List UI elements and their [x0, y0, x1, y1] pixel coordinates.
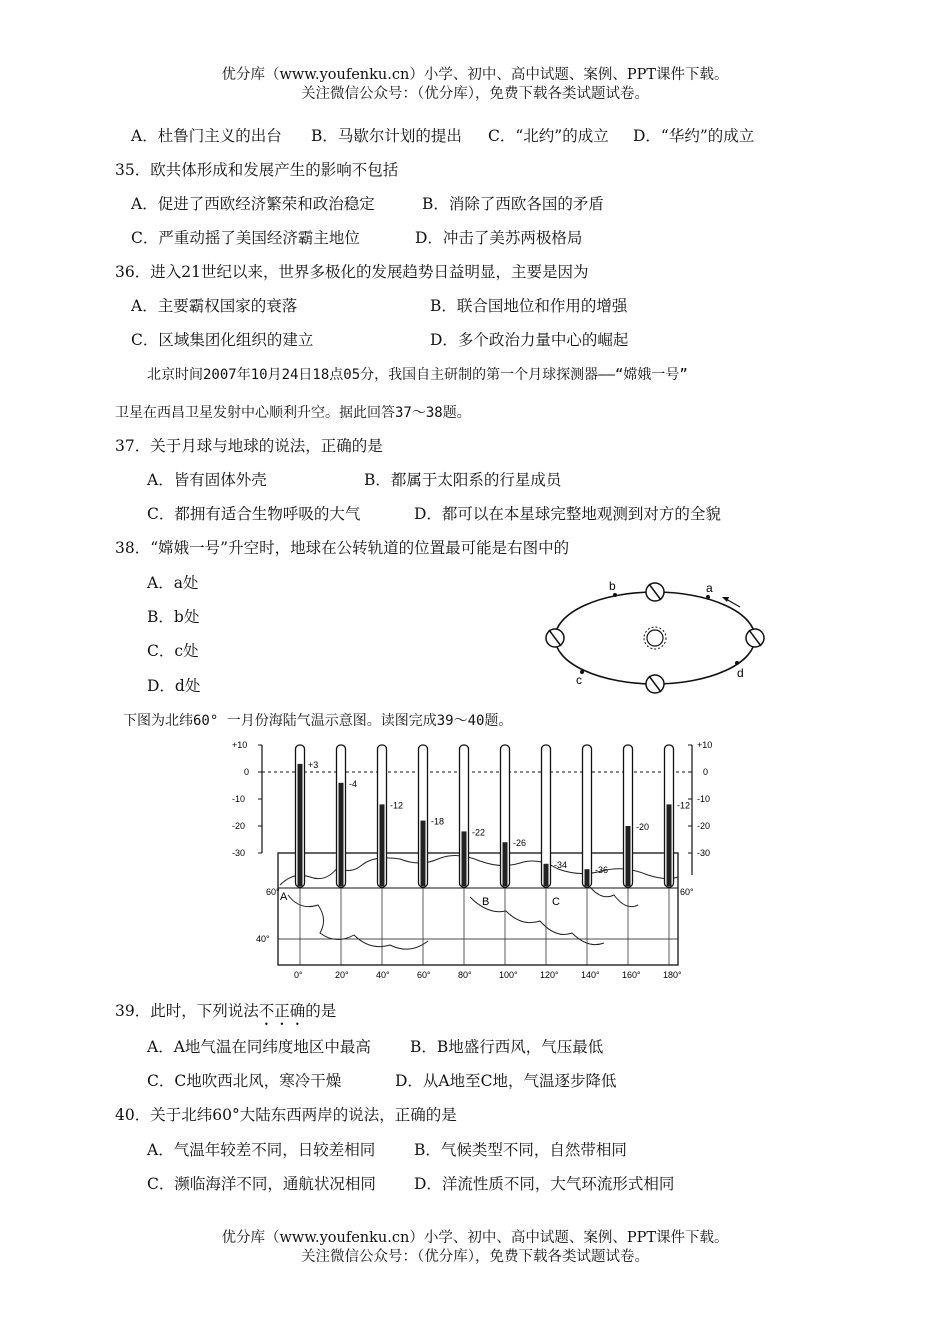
q34-option-d[interactable]: D．“华约”的成立	[633, 127, 755, 145]
label-d: d	[737, 666, 744, 680]
right-tick-m20: -20	[697, 821, 711, 831]
longitude-label: 160°	[622, 970, 641, 980]
q39-stem	[115, 1001, 336, 1029]
thermometer-bars	[296, 745, 691, 887]
lat-label-60-left: 60°	[266, 887, 280, 897]
q38-option-c[interactable]: C．c处	[147, 642, 199, 660]
thermometer-fill	[585, 869, 590, 886]
left-tick-m20: -20	[232, 821, 246, 831]
q40-option-c[interactable]: C．濒临海洋不同，通航状况相同	[147, 1175, 376, 1193]
place-label-A: A	[280, 891, 288, 903]
header-line-2: 关注微信公众号：（优分库），免费下载各类试题试卷。	[301, 86, 649, 102]
q38-stem: 38．“嫦娥一号”升空时，地球在公转轨道的位置最可能是右图中的	[115, 539, 570, 557]
thermometer-fill	[298, 764, 303, 886]
q39-option-d[interactable]: D．从A地至C地，气温逐步降低	[395, 1072, 617, 1090]
label-c: c	[576, 673, 582, 687]
lat-label-60-right: 60°	[680, 887, 694, 897]
temperature-label: -18	[431, 816, 445, 827]
point-a-dot	[706, 595, 710, 599]
q34-option-c[interactable]: C．“北约”的成立	[488, 127, 609, 145]
q40-options-row1	[147, 1140, 627, 1160]
orbit-diagram	[530, 575, 780, 700]
right-tick-m10: -10	[697, 794, 711, 804]
footer-line-2: 关注微信公众号：（优分库），免费下载各类试题试卷。	[301, 1249, 649, 1265]
q38-option-a[interactable]: A．a处	[147, 574, 199, 592]
longitude-label: 20°	[335, 970, 349, 980]
right-tick-10: +10	[697, 740, 713, 750]
longitude-label: 100°	[499, 970, 518, 980]
longitude-label: 80°	[458, 970, 472, 980]
longitude-label: 120°	[540, 970, 559, 980]
footer-line-1: 优分库（www.youfenku.cn）小学、初中、高中试题、案例、PPT课件下载。	[221, 1230, 729, 1246]
point-b-dot	[613, 593, 617, 597]
longitude-label: 40°	[376, 970, 390, 980]
q35-option-c[interactable]: C．严重动摇了美国经济霸主地位	[131, 229, 360, 247]
thermometer-fill	[462, 831, 467, 886]
q39-option-a[interactable]: A．A地气温在同纬度地区中最高	[147, 1038, 371, 1056]
q35-options-row2	[131, 228, 582, 248]
q39-option-b[interactable]: B．B地盛行西风，气压最低	[410, 1038, 604, 1056]
earth-top-icon	[646, 583, 664, 601]
q37-option-b[interactable]: B．都属于太阳系的行星成员	[364, 471, 562, 489]
q35-option-d[interactable]: D．冲击了美苏两极格局	[415, 229, 583, 247]
q36-option-c[interactable]: C．区域集团化组织的建立	[131, 331, 314, 349]
left-tick-m10: -10	[232, 794, 246, 804]
intro-39-40: 下图为北纬60° 一月份海陆气温示意图。读图完成39～40题。	[123, 713, 513, 729]
q35-option-b[interactable]: B．消除了西欧各国的矛盾	[422, 195, 604, 213]
q39-stem-pre: 39．此时，下列说法	[115, 1002, 259, 1020]
longitude-label: 0°	[294, 970, 303, 980]
q37-options-row1	[147, 470, 561, 490]
earth-left-icon	[546, 629, 564, 647]
q36-option-a[interactable]: A．主要霸权国家的衰落	[131, 297, 298, 315]
longitude-label: 140°	[581, 970, 600, 980]
q39-stem-emphasis: 不正确	[258, 1002, 306, 1020]
temperature-label: +3	[308, 759, 319, 770]
q34-option-a[interactable]: A．杜鲁门主义的出台	[131, 127, 282, 145]
thermometer-fill	[544, 864, 549, 886]
longitude-label: 60°	[417, 970, 431, 980]
temperature-label: -22	[472, 827, 486, 838]
q36-option-d[interactable]: D．多个政治力量中心的崛起	[430, 331, 629, 349]
q34-options	[131, 126, 754, 146]
intro-37-38-line2: 卫星在西昌卫星发射中心顺利升空。据此回答37～38题。	[115, 405, 471, 421]
q35-option-a[interactable]: A．促进了西欧经济繁荣和政治稳定	[131, 195, 375, 213]
header-line-1: 优分库（www.youfenku.cn）小学、初中、高中试题、案例、PPT课件下载。	[221, 67, 729, 83]
thermometer-fill	[626, 826, 631, 886]
lat-label-40: 40°	[256, 934, 270, 944]
thermometer-fill	[339, 783, 344, 886]
q39-stem-post: 的是	[305, 1002, 337, 1020]
q34-option-b[interactable]: B．马歇尔计划的提出	[311, 127, 462, 145]
longitude-label: 180°	[663, 970, 682, 980]
q36-option-b[interactable]: B．联合国地位和作用的增强	[430, 297, 628, 315]
point-d-dot	[735, 661, 739, 665]
sun-icon	[644, 627, 666, 649]
right-tick-m30: -30	[697, 848, 711, 858]
temperature-label: -36	[595, 865, 609, 876]
q37-stem: 37．关于月球与地球的说法，正确的是	[115, 437, 383, 455]
q39-options-row2	[147, 1071, 616, 1091]
q39-options-row1	[147, 1037, 603, 1057]
label-b: b	[609, 579, 616, 593]
q37-option-a[interactable]: A．皆有固体外壳	[147, 471, 267, 489]
temperature-label: -34	[554, 859, 568, 870]
left-tick-10: +10	[232, 740, 248, 750]
earth-bottom-icon	[646, 675, 664, 693]
place-label-C: C	[552, 896, 560, 908]
temperature-label: -20	[636, 822, 650, 832]
q40-option-b[interactable]: B．气候类型不同，自然带相同	[414, 1141, 627, 1159]
temperature-label: -4	[349, 778, 358, 789]
orbit-ellipse	[555, 592, 755, 684]
q39-option-c[interactable]: C．C地吹西北风，寒冷干燥	[147, 1072, 342, 1090]
q38-option-b[interactable]: B．b处	[147, 608, 200, 626]
earth-right-icon	[746, 629, 764, 647]
thermometer-fill	[667, 804, 672, 886]
q40-option-a[interactable]: A．气温年较差不同，日较差相同	[147, 1141, 376, 1159]
left-tick-m30: -30	[232, 848, 246, 858]
q38-option-d[interactable]: D．d处	[147, 677, 201, 695]
q36-options-row2	[131, 330, 628, 350]
thermometer-fill	[421, 821, 426, 886]
label-a: a	[706, 581, 713, 595]
q40-options-row2	[147, 1174, 674, 1194]
place-label-B: B	[482, 896, 490, 908]
thermometer-tube	[583, 745, 592, 887]
q40-option-d[interactable]: D．洋流性质不同，大气环流形式相同	[414, 1175, 675, 1193]
thermometer-fill	[380, 804, 385, 886]
left-tick-0: 0	[244, 767, 250, 777]
q37-options-row2	[147, 504, 721, 524]
q35-options-row1	[131, 194, 604, 214]
temperature-chart	[232, 735, 713, 985]
q36-options-row1	[131, 296, 627, 316]
q37-option-c[interactable]: C．都拥有适合生物呼吸的大气	[147, 505, 361, 523]
q40-stem: 40．关于北纬60°大陆东西两岸的说法，正确的是	[115, 1106, 457, 1124]
q35-stem: 35．欧共体形成和发展产生的影响不包括	[115, 161, 399, 179]
temperature-label: -26	[513, 838, 527, 849]
temperature-label: -12	[677, 800, 691, 811]
right-tick-0: 0	[703, 767, 709, 777]
temperature-label: -12	[390, 800, 404, 811]
q37-option-d[interactable]: D．都可以在本星球完整地观测到对方的全貌	[414, 505, 721, 523]
intro-37-38-line1: 北京时间2007年10月24日18点05分，我国自主研制的第一个月球探测器——“嫦娥一号”	[147, 367, 688, 383]
thermometer-fill	[503, 842, 508, 886]
q36-stem: 36．进入21世纪以来，世界多极化的发展趋势日益明显，主要是因为	[115, 263, 589, 281]
